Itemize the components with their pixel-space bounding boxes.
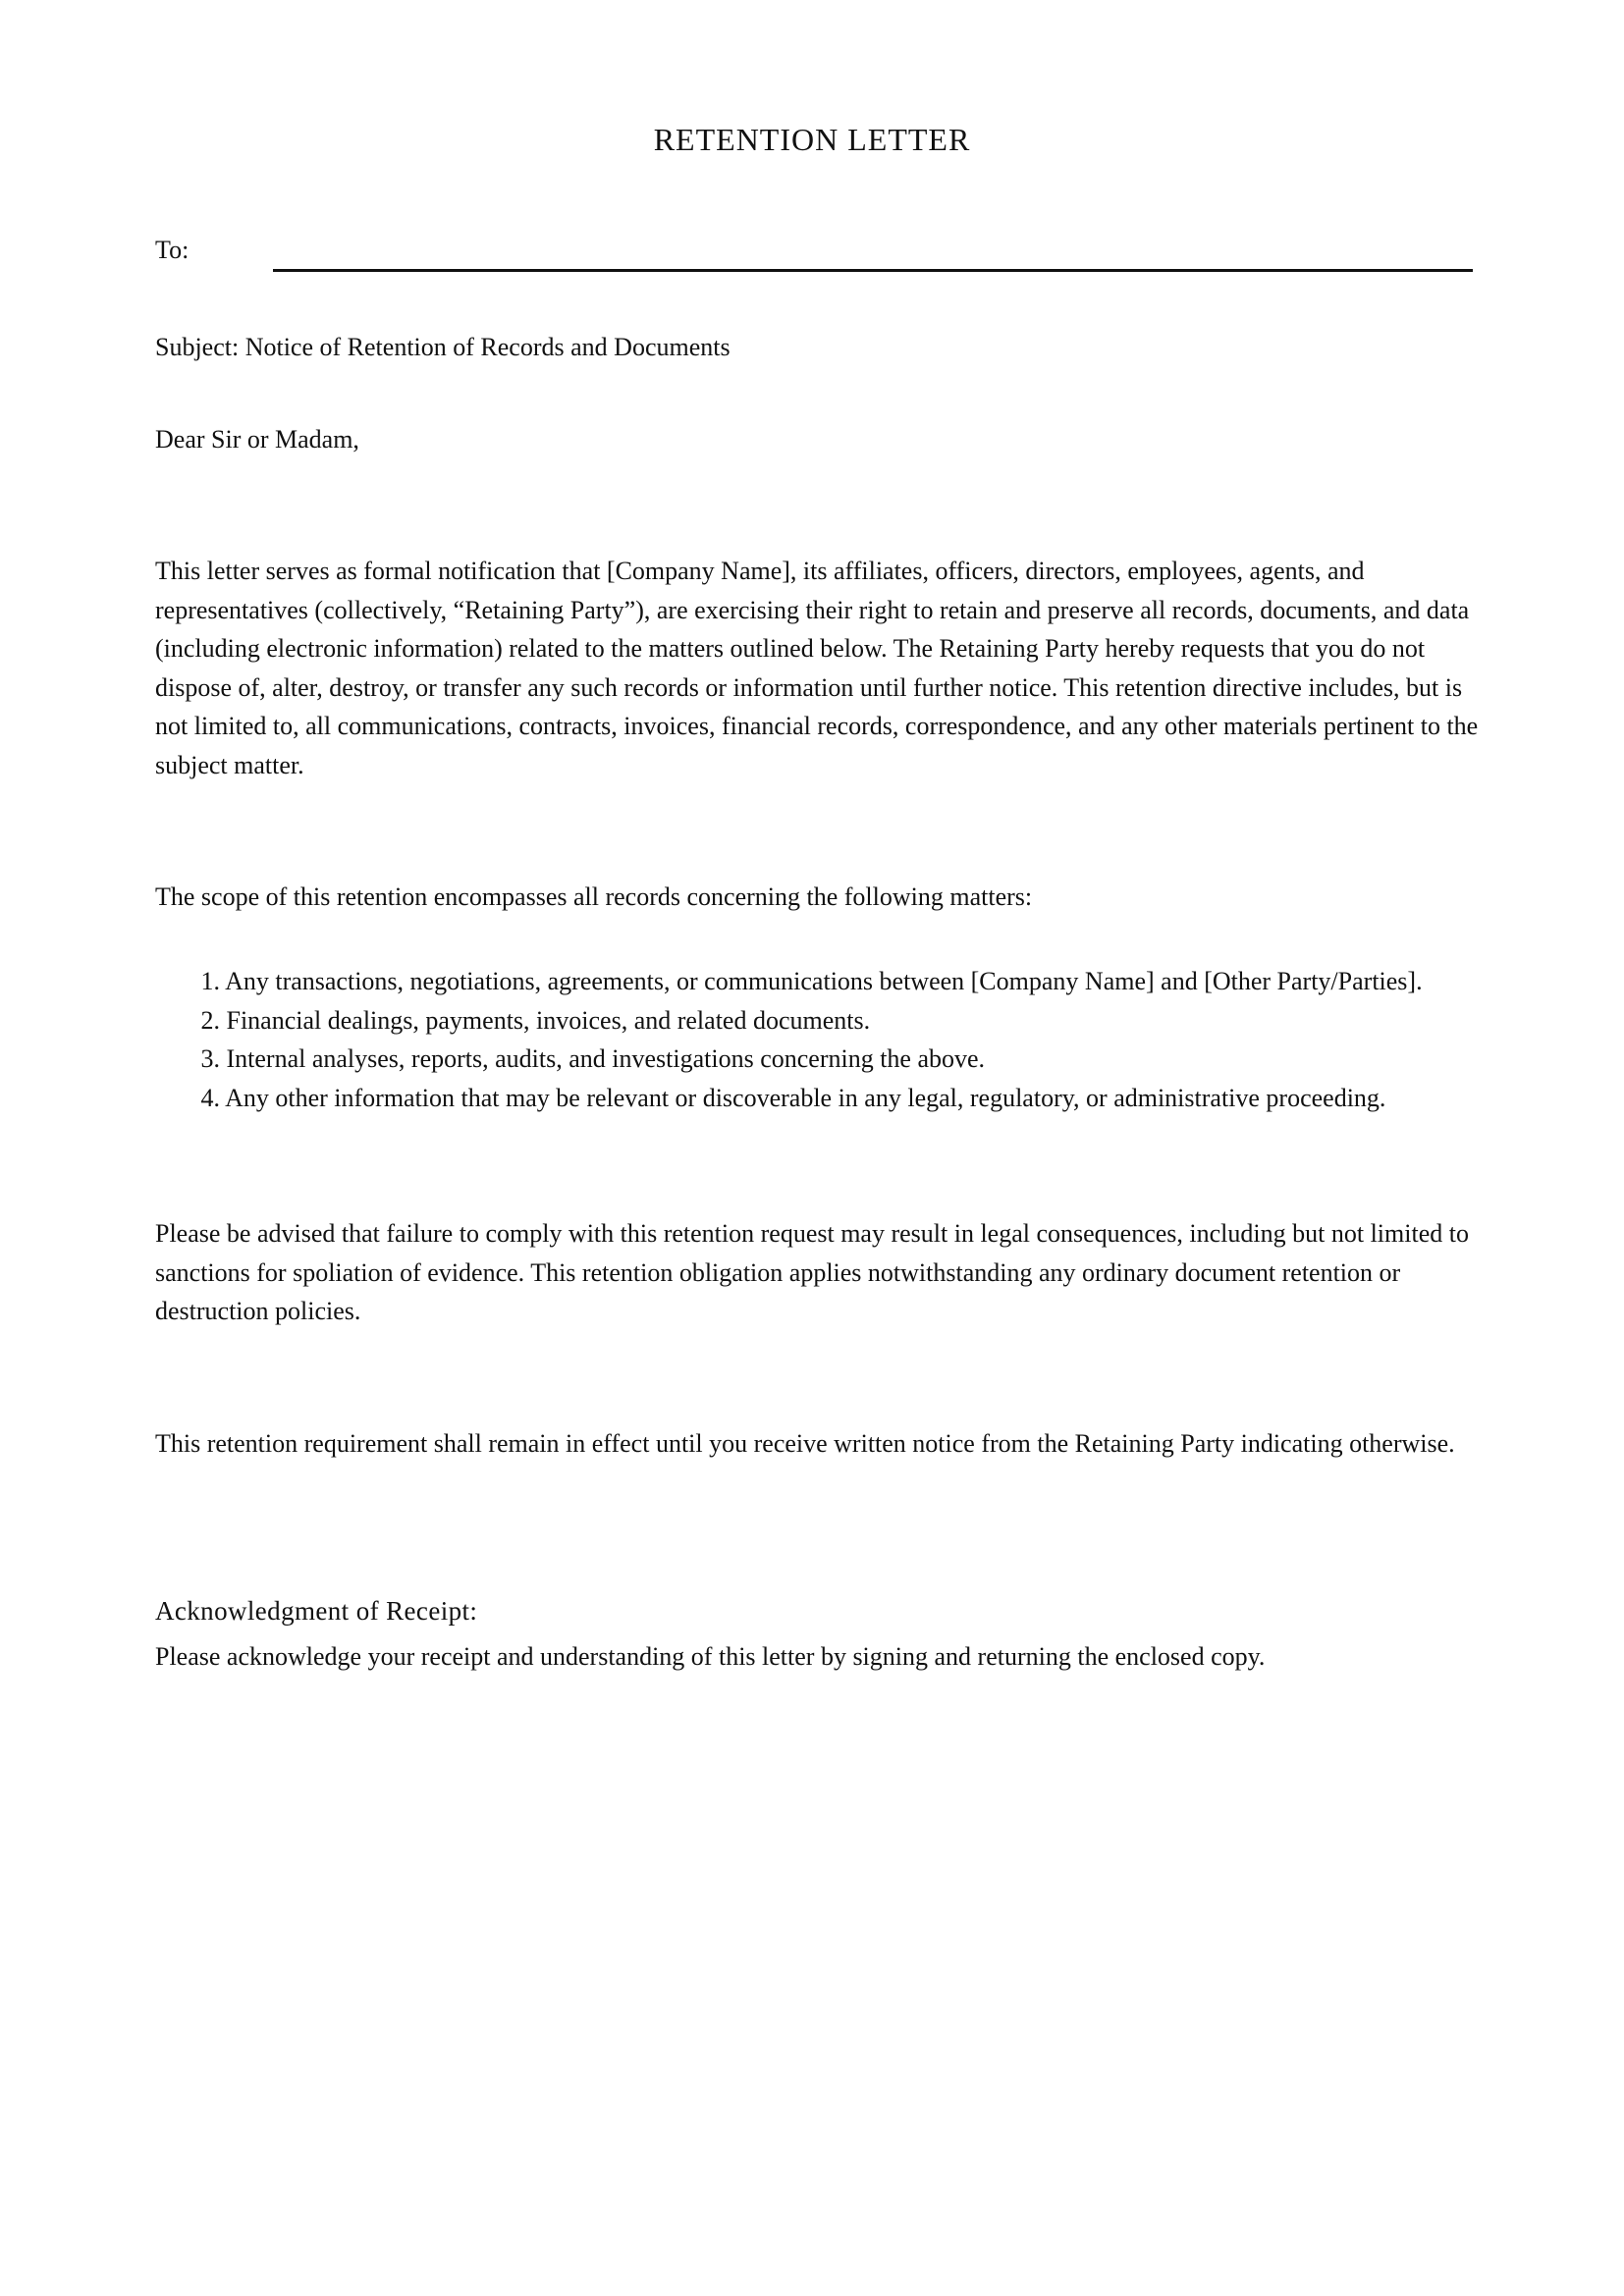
subject-line: Subject: Notice of Retention of Records and Documents <box>155 333 731 361</box>
list-item-number: 3. <box>200 1044 220 1073</box>
list-item <box>155 1040 1423 1079</box>
list-item <box>155 1001 1423 1041</box>
list-item-text: Financial dealings, payments, invoices, and related documents. <box>226 1005 871 1035</box>
list-item <box>155 962 1423 1001</box>
acknowledgment-heading: Acknowledgment of Receipt: <box>155 1596 478 1626</box>
list-item-text: Internal analyses, reports, audits, and investigations concerning the above. <box>226 1044 986 1073</box>
list-item-number: 4. <box>200 1083 220 1112</box>
list-item <box>155 1079 1423 1118</box>
salutation: Dear Sir or Madam, <box>155 425 359 454</box>
recipient-row <box>155 236 1471 275</box>
recipient-label: To: <box>155 236 189 264</box>
matters-list <box>155 962 1423 1117</box>
duration-paragraph: This retention requirement shall remain in effect until you receive written notice from the Retaining Party indicating otherwise. <box>155 1429 1455 1458</box>
list-item-text: Any transactions, negotiations, agreements, or communications between [Company Name] and [Other Party/Parties]. <box>225 967 1423 995</box>
scope-paragraph: The scope of this retention encompasses all records concerning the following matters: <box>155 882 1033 911</box>
acknowledgment-text: Please acknowledge your receipt and understanding of this letter by signing and returning the enclosed copy. <box>155 1642 1266 1671</box>
consequences-paragraph: Please be advised that failure to comply with this retention request may result in legal consequences, including but not limited to sanctions for spoliation of evidence. This retention obligation applies notwithstanding any ordinary document retention or destruction policies. <box>155 1219 1469 1325</box>
list-item-text: Any other information that may be relevant or discoverable in any legal, regulatory, or administrative proceeding. <box>225 1083 1386 1112</box>
letter-title: RETENTION LETTER <box>653 122 971 157</box>
recipient-blank-line <box>273 269 1473 272</box>
list-item-number: 1. <box>200 967 220 995</box>
list-item-number: 2. <box>200 1005 220 1035</box>
notification-paragraph: This letter serves as formal notification that [Company Name], its affiliates, officers, directors, employees, agents, and representatives (collectively, “Retaining Party”), are exercising their right to retain and preserve all records, documents, and data (including electronic information) related to the matters outlined below. The Retaining Party hereby requests that you do not dispose of, alter, destroy, or transfer any such records or information until further notice. This retention directive includes, but is not limited to, all communications, contracts, invoices, financial records, correspondence, and any other materials pertinent to the subject matter. <box>155 557 1479 779</box>
